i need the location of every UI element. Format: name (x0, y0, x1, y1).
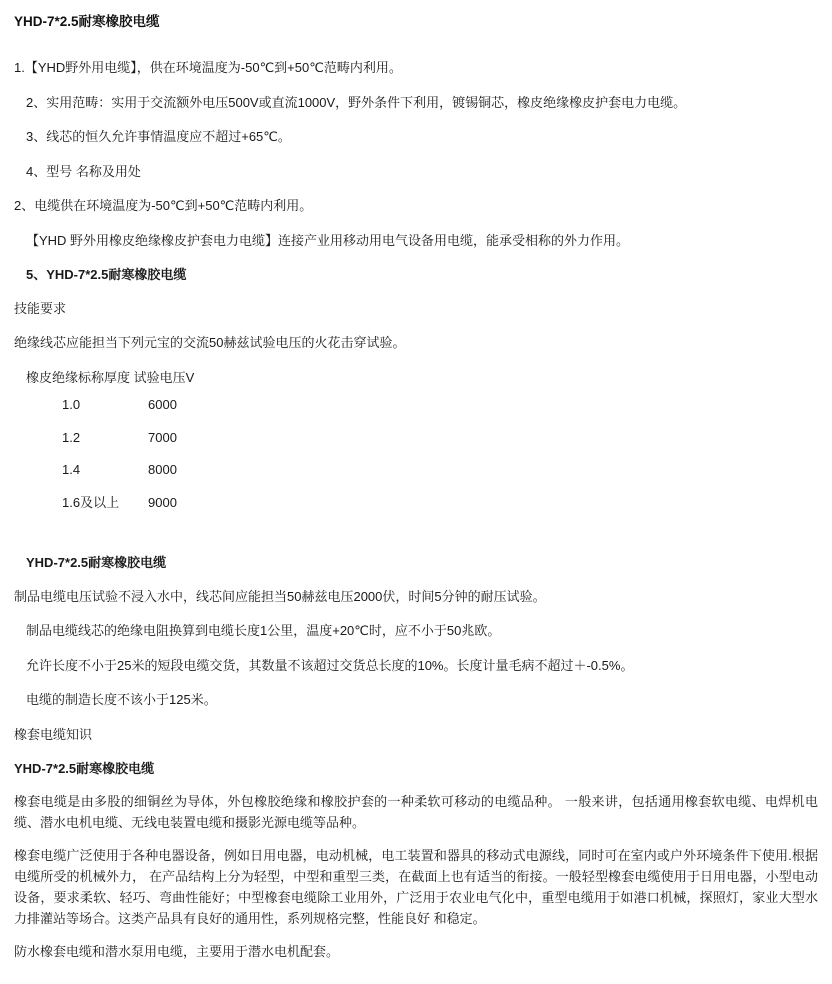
spec-voltage: 6000 (148, 397, 177, 413)
table-row (26, 493, 818, 513)
page-title: YHD-7*2.5耐寒橡胶电缆 (14, 14, 160, 29)
intro-item-2: 2、实用范畴：实用于交流额外电压500V或直流1000V，野外条件下利用，镀锡铜芯，橡皮绝缘橡皮护套电力电缆。 (26, 94, 687, 110)
spec-thickness: 1.6及以上 (62, 494, 120, 510)
section-2-para-2: 制品电缆线芯的绝缘电阻换算到电缆长度1公里，温度+20℃时，应不小于50兆欧。 (26, 623, 501, 639)
table-row (26, 460, 818, 480)
tech-requirements-heading: 技能要求 (14, 300, 67, 316)
list-item-5-title: 5、YHD-7*2.5耐寒橡胶电缆 (26, 267, 187, 283)
spec-voltage: 7000 (148, 429, 177, 445)
tech-requirements-desc: 绝缘线芯应能担当下列元宝的交流50赫兹试验电压的火花击穿试验。 (14, 335, 406, 351)
intro-item-5: 2、电缆供在环境温度为-50℃到+50℃范畴内利用。 (14, 198, 313, 214)
spec-thickness: 1.2 (62, 429, 81, 445)
section-3-para-3: 防水橡套电缆和潜水泵用电缆，主要用于潜水电机配套。 (14, 944, 340, 960)
section-spacer (14, 525, 818, 553)
table-row (26, 395, 818, 415)
intro-item-4: 4、型号 名称及用处 (26, 163, 141, 179)
spec-voltage: 9000 (148, 494, 177, 510)
section-2-para-4: 电缆的制造长度不该小于125米。 (26, 692, 217, 708)
section-2-title: YHD-7*2.5耐寒橡胶电缆 (26, 555, 167, 571)
intro-item-1: 1.【YHD野外用电缆】，供在环境温度为-50℃到+50℃范畴内利用。 (14, 60, 402, 76)
spec-voltage: 8000 (148, 462, 177, 478)
section-3-para-1: 橡套电缆是由多股的细铜丝为导体，外包橡胶绝缘和橡胶护套的一种柔软可移动的电缆品种。 一般来讲，包括通用橡套软电缆、电焊机电缆、潜水电机电缆、无线电装置电缆和摄影光源电缆等品种。 (14, 793, 818, 830)
intro-item-3: 3、线芯的恒久允许事情温度应不超过+65℃。 (26, 129, 291, 145)
section-2-para-1: 制品电缆电压试验不浸入水中，线芯间应能担当50赫兹电压2000伏，时间5分钟的耐压试验。 (14, 588, 546, 604)
section-3-title: YHD-7*2.5耐寒橡胶电缆 (14, 761, 155, 777)
spec-table (14, 368, 818, 513)
section-3-heading: 橡套电缆知识 (14, 726, 93, 742)
section-2-para-3: 允许长度不小于25米的短段电缆交货，其数量不该超过交货总长度的10%。长度计量毛病不超过＋-0.5%。 (26, 657, 634, 673)
spec-thickness: 1.4 (62, 462, 81, 478)
intro-item-6: 【YHD 野外用橡皮绝缘橡皮护套电力电缆】连接产业用移动用电气设备用电缆，能承受相称的外力作用。 (26, 232, 630, 248)
spec-thickness: 1.0 (62, 397, 81, 413)
spec-table-header: 橡皮绝缘标称厚度 试验电压V (26, 369, 195, 385)
section-3-para-2: 橡套电缆广泛使用于各种电器设备，例如日用电器，电动机械，电工装置和器具的移动式电源线，同时可在室内或户外环境条件下使用.根据电缆所受的机械外力， 在产品结构上分为轻型，中型和重型三类，在截面上也有适当的衔接。一般轻型橡套电缆使用于日用电器，小型电动设备，要求柔软、轻巧、弯曲性能好；中型橡套电缆除工业用外，广泛用于农业电气化中，重型电缆用于如港口机械，探照灯，家业大型水力排灌站等场合。这类产品具有良好的通用性，系列规格完整，性能良好 和稳定。 (14, 847, 818, 926)
table-row (26, 428, 818, 448)
